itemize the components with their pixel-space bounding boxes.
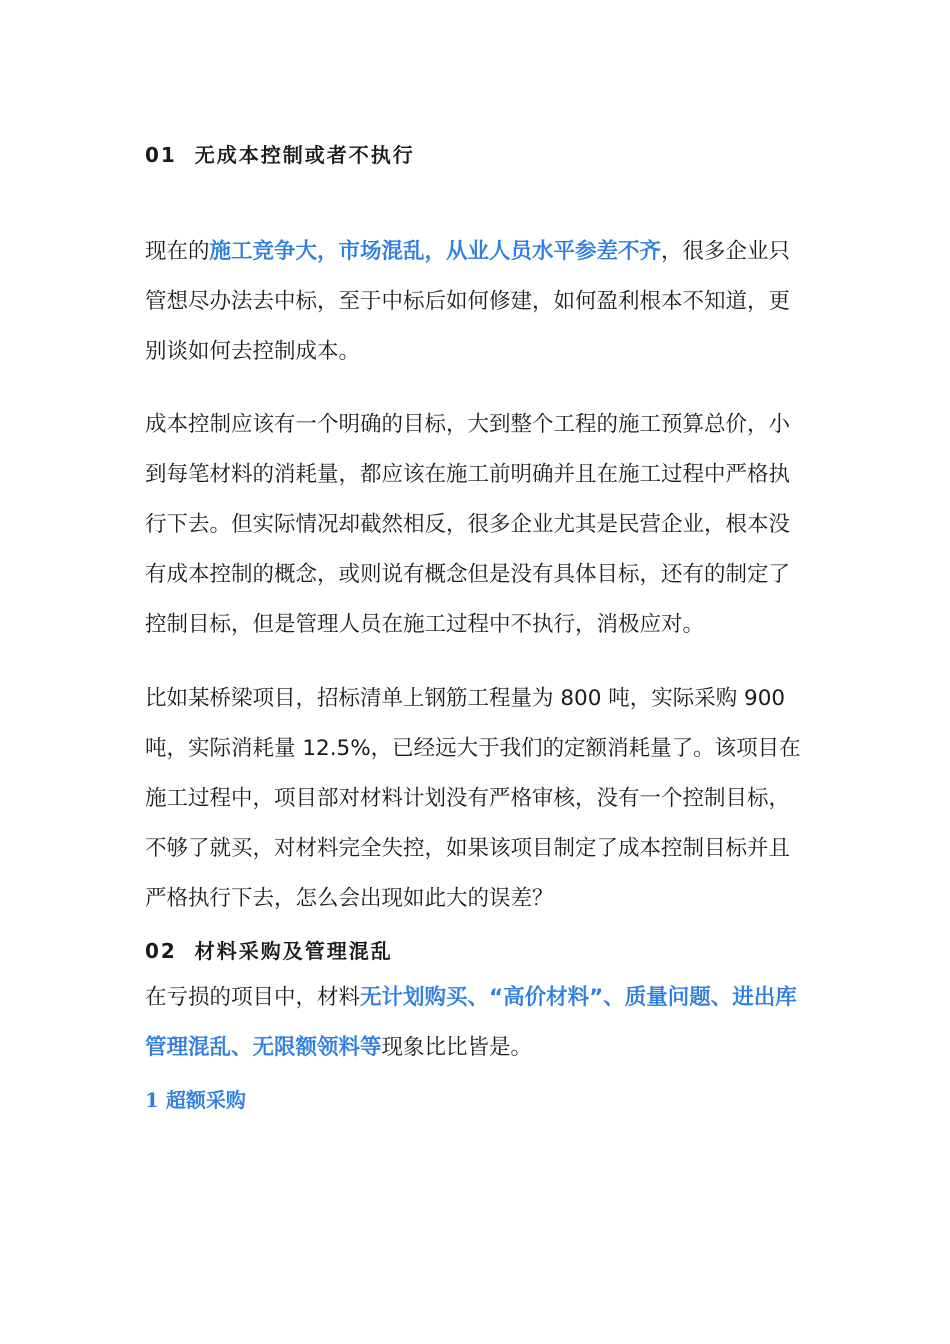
paragraph-cost-target: 成本控制应该有一个明确的目标，大到整个工程的施工预算总价，小到每笔材料的消耗量，都应该在施工前明确并且在施工过程中严格执行下去。但实际情况却截然相反，很多企业尤其是民营企业，根本没有成本控制的概念，或则说有概念但是没有具体目标，还有的制定了控制目标，但是管理人员在施工过程中不执行，消极应对。 bbox=[145, 412, 791, 637]
section-heading-02 bbox=[145, 935, 393, 964]
paragraph-text: 现在的 bbox=[145, 239, 210, 264]
section-heading-01 bbox=[145, 139, 415, 168]
highlight-text: 无计划购买、“高价材料”、质量问题、进出库管理混乱、无限额领料等 bbox=[145, 985, 797, 1060]
subheading-title: 超额采购 bbox=[165, 1088, 246, 1112]
section-number: 02 bbox=[145, 939, 177, 963]
subheading-number: 1 bbox=[145, 1088, 159, 1112]
subheading-over-purchase bbox=[145, 1084, 246, 1113]
paragraph-text: 现象比比皆是。 bbox=[381, 1035, 533, 1060]
section-number: 01 bbox=[145, 143, 177, 167]
paragraph-material-chaos bbox=[145, 973, 805, 1073]
paragraph-text: 在亏损的项目中，材料 bbox=[145, 985, 361, 1010]
paragraph-text: ，很多企业只管想尽办法去中标，至于中标后如何修建，如何盈利根本不知道，更别谈如何去控制成本。 bbox=[145, 239, 791, 364]
section-title: 材料采购及管理混乱 bbox=[194, 939, 393, 963]
paragraph-competition bbox=[145, 227, 805, 377]
section-title: 无成本控制或者不执行 bbox=[194, 143, 415, 167]
paragraph-bridge-example: 比如某桥梁项目，招标清单上钢筋工程量为 800 吨，实际采购 900 吨，实际消耗量 12.5%，已经远大于我们的定额消耗量了。该项目在施工过程中，项目部对材料计划没有严格审核，没有一个控制目标，不够了就买，对材料完全失控，如果该项目制定了成本控制目标并且严格执行下去，怎么会出现如此大的误差？ bbox=[145, 686, 801, 911]
highlight-text: 施工竞争大，市场混乱，从业人员水平参差不齐 bbox=[209, 239, 662, 264]
